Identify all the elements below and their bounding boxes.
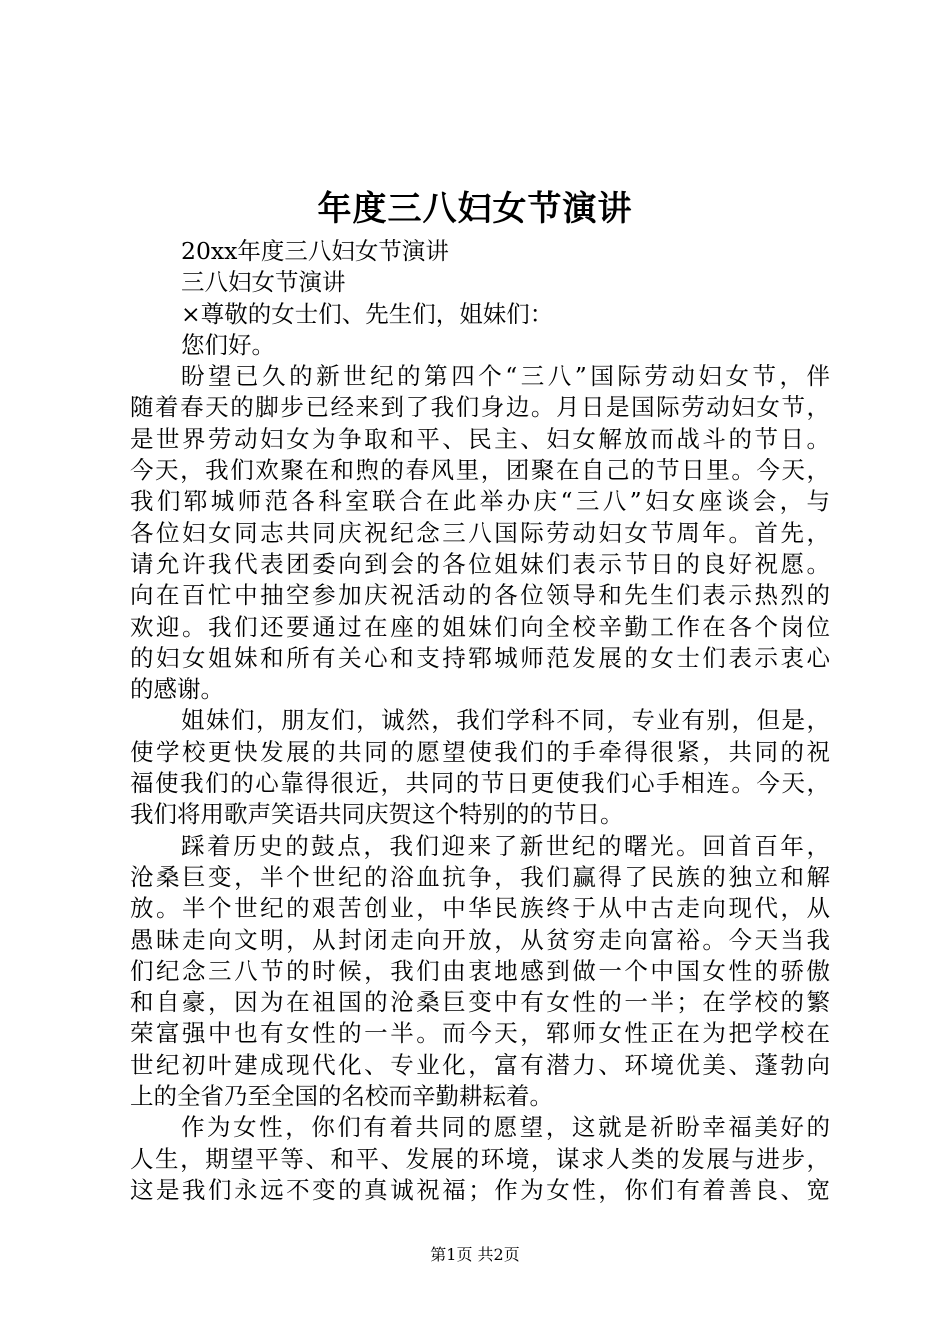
text-line: 随着春天的脚步已经来到了我们身边。月日是国际劳动妇女节， [130, 393, 830, 422]
text-line: 姐妹们，朋友们，诚然，我们学科不同，专业有别，但是， [181, 706, 830, 735]
text-line: 踩着历史的鼓点，我们迎来了新世纪的曙光。回首百年， [181, 831, 830, 860]
text-line: 和自豪，因为在祖国的沧桑巨变中有女性的一半；在学校的繁 [130, 988, 830, 1017]
text-line: 上的全省乃至全国的名校而辛勤耕耘着。 [130, 1082, 553, 1111]
text-line: 今天，我们欢聚在和煦的春风里，团聚在自己的节日里。今天， [130, 456, 830, 485]
text-line: 愚昧走向文明，从封闭走向开放，从贫穷走向富裕。今天当我 [130, 925, 830, 954]
text-line: 各位妇女同志共同庆祝纪念三八国际劳动妇女节周年。首先， [130, 518, 830, 547]
text-line: 福使我们的心靠得很近，共同的节日更使我们心手相连。今天， [130, 769, 830, 798]
text-line: 作为女性，你们有着共同的愿望，这就是祈盼幸福美好的 [181, 1113, 830, 1142]
text-line: 使学校更快发展的共同的愿望使我们的手牵得很紧，共同的祝 [130, 737, 830, 766]
text-line: 放。半个世纪的艰苦创业，中华民族终于从中古走向现代，从 [130, 894, 830, 923]
text-line: 荣富强中也有女性的一半。而今天，郓师女性正在为把学校在 [130, 1019, 830, 1048]
text-line: 我们将用歌声笑语共同庆贺这个特别的的节日。 [130, 800, 624, 829]
text-line: ×尊敬的女士们、先生们，姐妹们： [181, 299, 554, 328]
text-line: 请允许我代表团委向到会的各位姐妹们表示节日的良好祝愿。 [130, 549, 830, 578]
text-line: 沧桑巨变，半个世纪的浴血抗争，我们赢得了民族的独立和解 [130, 862, 830, 891]
text-line: 我们郓城师范各科室联合在此举办庆“三八”妇女座谈会，与 [130, 487, 830, 516]
text-line: 向在百忙中抽空参加庆祝活动的各位领导和先生们表示热烈的 [130, 581, 830, 610]
text-line: 人生，期望平等、和平、发展的环境，谋求人类的发展与进步， [130, 1144, 830, 1173]
text-line: 欢迎。我们还要通过在座的姐妹们向全校辛勤工作在各个岗位 [130, 612, 830, 641]
text-line: 世纪初叶建成现代化、专业化，富有潜力、环境优美、蓬勃向 [130, 1050, 830, 1079]
page-footer: 第1页 共2页 [430, 1245, 520, 1264]
text-line: 20xx年度三八妇女节演讲 [181, 237, 449, 265]
document-body [130, 236, 830, 1206]
text-line: 您们好。 [181, 330, 275, 359]
text-line: 的感谢。 [130, 675, 224, 704]
page-title: 年度三八妇女节演讲 [317, 189, 633, 229]
text-line: 这是我们永远不变的真诚祝福；作为女性，你们有着善良、宽 [130, 1175, 830, 1204]
text-line: 们纪念三八节的时候，我们由衷地感到做一个中国女性的骄傲 [130, 956, 830, 985]
text-line: 的妇女姐妹和所有关心和支持郓城师范发展的女士们表示衷心 [130, 643, 830, 672]
text-line: 三八妇女节演讲 [181, 268, 346, 297]
text-line: 盼望已久的新世纪的第四个“三八”国际劳动妇女节，伴 [181, 362, 830, 391]
text-line: 是世界劳动妇女为争取和平、民主、妇女解放而战斗的节日。 [130, 424, 830, 453]
